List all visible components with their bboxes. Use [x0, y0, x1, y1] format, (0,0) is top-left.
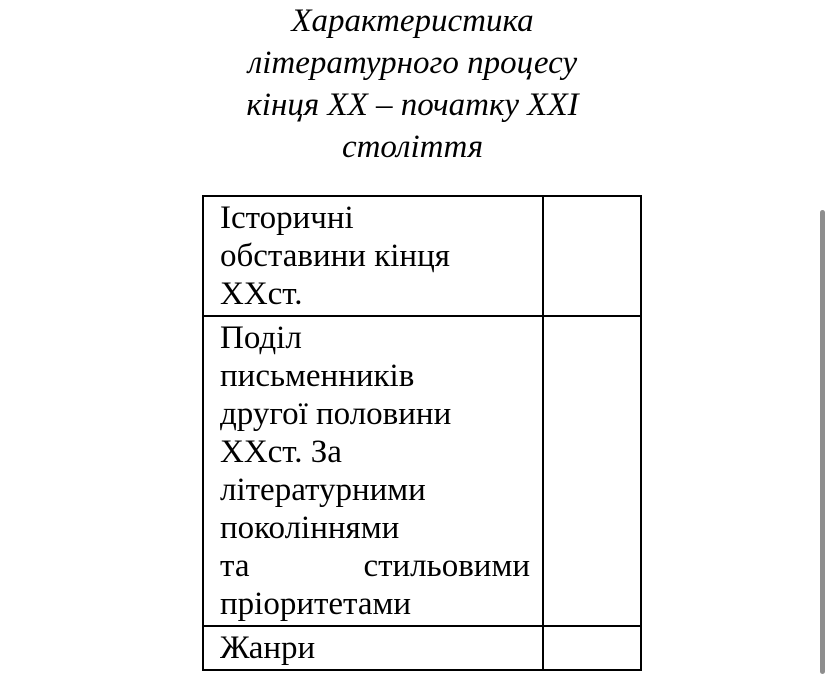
cell-text-line: XXст. За [220, 434, 342, 470]
cell-text-line: поколіннями [220, 510, 400, 546]
table-row-genres [203, 626, 641, 670]
table-value-cell[interactable] [543, 626, 641, 670]
title-line: століття [341, 129, 484, 165]
document-title [200, 0, 625, 168]
cell-text-line: письменників [220, 358, 415, 394]
vertical-scrollbar[interactable] [820, 210, 825, 674]
title-line: літературного процесу [247, 45, 578, 81]
cell-text-line: літературними [220, 472, 426, 508]
table-label-cell [203, 626, 543, 670]
characteristics-table [202, 195, 642, 671]
title-line: Характеристика [291, 3, 534, 39]
table-label-cell [203, 316, 543, 626]
cell-text-line: обставини кінця [220, 238, 450, 274]
table-value-cell[interactable] [543, 196, 641, 316]
cell-text-line: та стильовими [220, 548, 530, 584]
cell-text-line: Жанри [220, 630, 316, 666]
cell-text-line: Історичні [220, 200, 354, 236]
cell-text-line: пріоритетами [220, 586, 412, 622]
table-row-historical-circumstances [203, 196, 641, 316]
table-value-cell[interactable] [543, 316, 641, 626]
cell-text-line: Поділ [220, 320, 302, 356]
table-label-cell [203, 196, 543, 316]
cell-text-line: XXст. [220, 276, 303, 312]
cell-text-line: другої половини [220, 396, 452, 432]
title-line: кінця XX – початку XXI [246, 87, 579, 123]
table-row-writers-division [203, 316, 641, 626]
